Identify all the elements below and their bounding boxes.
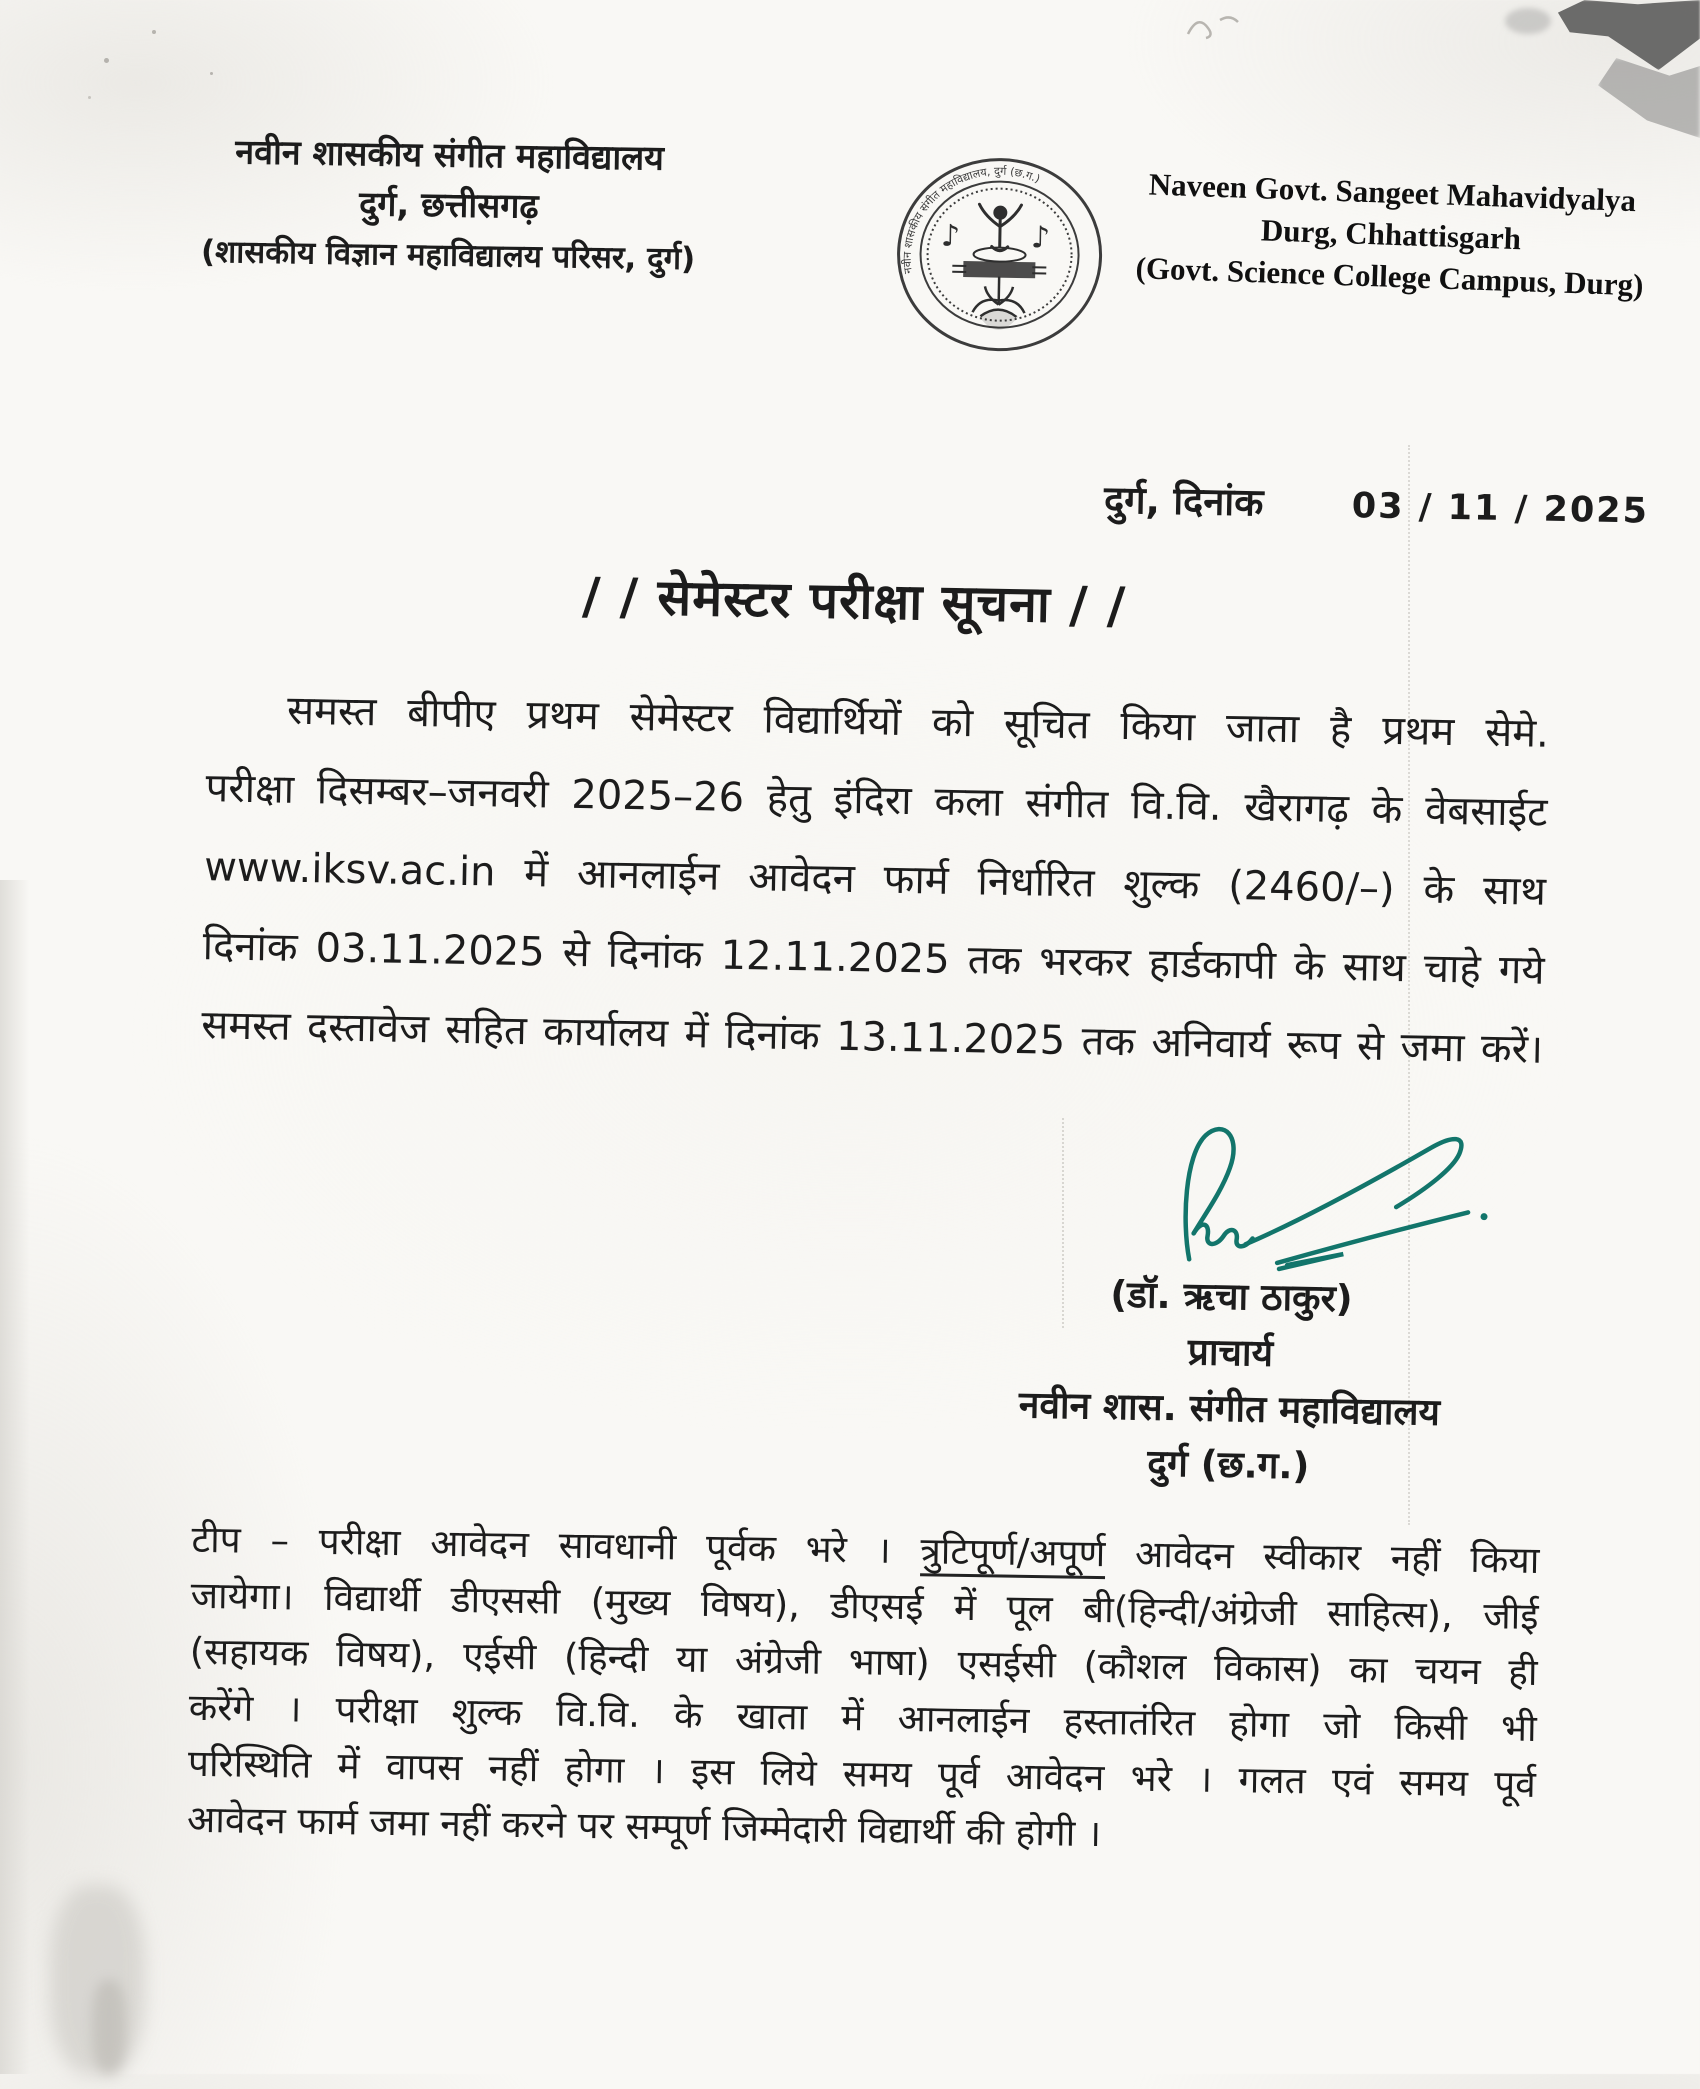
notice-body [201,670,1550,1090]
dateline-label: दुर्ग, दिनांक [1103,477,1264,525]
college-city-english: Durg, Chhattisgarh [1260,212,1522,257]
note-line: परिस्थिति में वापस नहीं होगा । इस लिये समय पूर्व आवेदन भरे । गलत एवं समय पूर्व [187,1741,1537,1806]
college-seal-logo [887,153,1113,361]
body-line: दिनांक 03.11.2025 से दिनांक 12.11.2025 तक भरकर हार्डकापी के साथ चाहे गये [202,923,1545,994]
dancer-icon [979,204,1022,251]
college-name-english: Naveen Govt. Sangeet Mahavidyalya [1148,166,1637,219]
footer-note [187,1512,1540,1869]
music-note-icon: ♪ [940,218,961,254]
principal-name: (डॉ. ऋचा ठाकुर) [1109,1272,1354,1321]
college-campus-english: (Govt. Science College Campus, Durg) [1135,250,1645,303]
note-line: (सहायक विषय), एईसी (हिन्दी या अंग्रेजी भाषा) एसईसी (कौशल विकास) का चयन ही [189,1629,1538,1694]
body-line: समस्त दस्तावेज सहित कार्यालय में दिनांक 13.11.2025 तक अनिवार्य रूप से जमा करें। [200,1002,1544,1073]
body-line: www.iksv.ac.in में आनलाईन आवेदन फार्म निर्धारित शुल्क (2460/–) के साथ [203,844,1547,915]
signature-org: नवीन शास. संगीत महाविद्यालय [1018,1383,1441,1434]
lotus-icon [972,276,1025,329]
dateline [1104,473,1650,535]
college-campus-hindi: (शासकीय विज्ञान महाविद्यालय परिसर, दुर्ग) [200,233,696,278]
music-note-icon: ♪ [1030,220,1051,256]
signature-place: दुर्ग (छ.ग.) [1147,1441,1310,1488]
note-underlined-text: त्रुटिपूर्ण/अपूर्ण [920,1529,1106,1579]
note-text: टीप – परीक्षा आवेदन सावधानी पूर्वक भरे । [191,1517,921,1573]
principal-signature [1127,1110,1510,1292]
letterhead-english [1094,162,1688,308]
college-city-hindi: दुर्ग, छत्तीसगढ़ [358,184,539,227]
body-line: समस्त बीपीए प्रथम सेमेस्टर विद्यार्थियों को सूचित किया जाता है प्रथम सेमे. [286,687,1550,757]
signature-block [943,1264,1517,1498]
note-line: आवेदन फार्म जमा नहीं करने पर सम्पूर्ण जिम्मेदारी विद्यार्थी की होगी । [186,1797,1102,1856]
note-line: करेंगे । परीक्षा शुल्क वि.वि. के खाता में आनलाईन हस्तातंरित होगा जो किसी भी [188,1685,1538,1750]
principal-designation: प्राचार्य [1187,1330,1274,1375]
college-name-hindi: नवीन शासकीय संगीत महाविद्यालय [234,132,665,179]
letterhead-hindi [160,126,737,285]
seal-ring-text: नवीन शासकीय संगीत महाविद्यालय, दुर्ग (छ.ग.) [900,164,1043,275]
notice-title: / / सेमेस्टर परीक्षा सूचना / / [581,567,1127,636]
note-line: जायेगा। विद्यार्थी डीएससी (मुख्य विषय), डीएसई में पूल बी(हिन्दी/अंग्रेजी साहित्स), जीई [190,1573,1539,1638]
note-text: आवेदन स्वीकार नहीं किया [1104,1532,1540,1582]
notice-date: 03 / 11 / 2025 [1351,486,1650,532]
body-line: परीक्षा दिसम्बर–जनवरी 2025–26 हेतु इंदिरा कला संगीत वि.वि. खैरागढ़ के वेबसाईट [205,765,1548,836]
